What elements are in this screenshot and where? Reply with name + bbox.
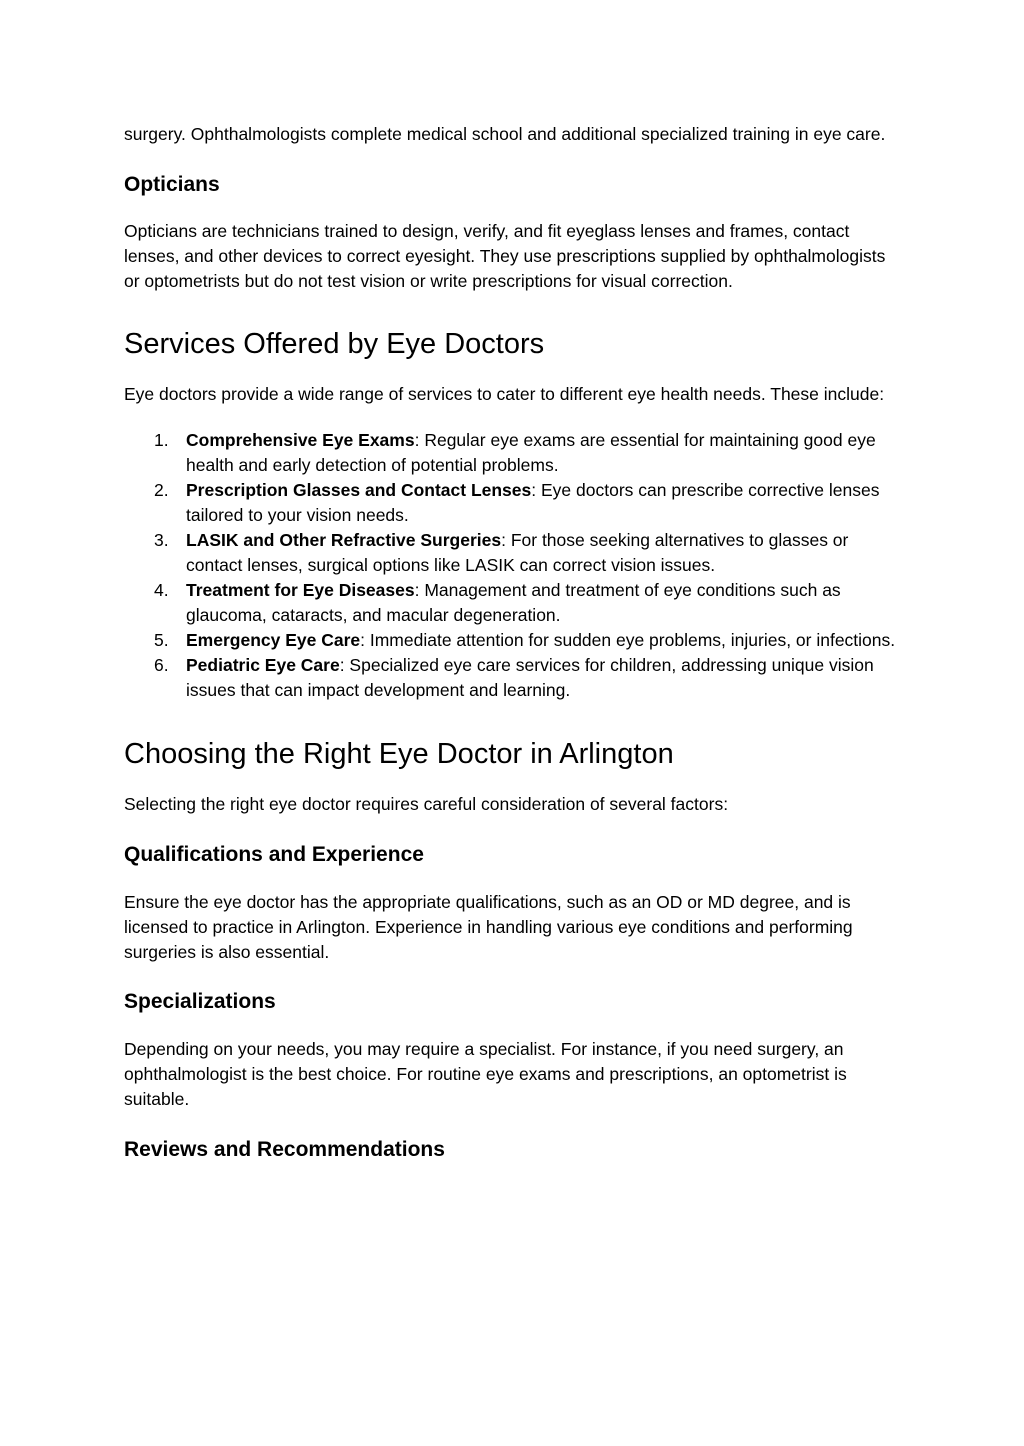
qualifications-paragraph: Ensure the eye doctor has the appropriate qualifications, such as an OD or MD degree, and is licensed to practice in Arlington. Experience in handling various eye conditions and performing surgeries is also essential. [124,892,853,962]
list-item-title: LASIK and Other Refractive Surgeries [186,530,502,550]
list-item-number: 5. [154,630,169,650]
list-item [124,428,900,478]
list-item [124,578,900,628]
list-item-title: Emergency Eye Care [186,630,361,650]
list-item-text: : Immediate attention for sudden eye problems, injuries, or infections. [360,630,896,650]
reviews-heading: Reviews and Recommendations [124,1138,445,1161]
intro-paragraph-tail: surgery. Ophthalmologists complete medical school and additional specialized training in eye care. [124,124,886,144]
list-item-text: : Regular eye exams are essential for maintaining good eye health and early detection of potential problems. [186,430,876,475]
services-intro-paragraph: Eye doctors provide a wide range of services to cater to different eye health needs. These include: [124,384,885,404]
list-item-number: 1. [154,430,169,450]
services-heading: Services Offered by Eye Doctors [124,328,545,360]
specializations-heading: Specializations [124,990,276,1013]
services-list [124,428,900,703]
list-item-text: : For those seeking alternatives to glasses or contact lenses, surgical options like LASIK can correct vision issues. [186,530,849,575]
list-item [124,528,900,578]
choosing-heading: Choosing the Right Eye Doctor in Arlington [124,738,674,770]
list-item-title: Comprehensive Eye Exams [186,430,415,450]
list-item [124,628,900,653]
opticians-paragraph: Opticians are technicians trained to design, verify, and fit eyeglass lenses and frames, contact lenses, and other devices to correct eyesight. They use prescriptions supplied by ophthalmologists or optometrists but do not test vision or write prescriptions for visual correction. [124,221,886,291]
list-item-title: Pediatric Eye Care [186,655,340,675]
document-content [124,122,900,1163]
list-item-text: : Eye doctors can prescribe corrective lenses tailored to your vision needs. [186,480,880,525]
list-item-title: Treatment for Eye Diseases [186,580,415,600]
list-item-number: 4. [154,580,169,600]
list-item-title: Prescription Glasses and Contact Lenses [186,480,532,500]
choosing-intro-paragraph: Selecting the right eye doctor requires careful consideration of several factors: [124,794,729,814]
list-item [124,653,900,703]
qualifications-heading: Qualifications and Experience [124,843,424,866]
list-item-text: : Specialized eye care services for children, addressing unique vision issues that can impact development and learning. [186,655,874,700]
list-item [124,478,900,528]
list-item-text: : Management and treatment of eye conditions such as glaucoma, cataracts, and macular degeneration. [186,580,841,625]
list-item-number: 2. [154,480,169,500]
list-item-number: 6. [154,655,169,675]
list-item-number: 3. [154,530,169,550]
opticians-heading: Opticians [124,173,220,196]
specializations-paragraph: Depending on your needs, you may require a specialist. For instance, if you need surgery, an ophthalmologist is the best choice. For routine eye exams and prescriptions, an optometrist is suitable. [124,1039,847,1109]
